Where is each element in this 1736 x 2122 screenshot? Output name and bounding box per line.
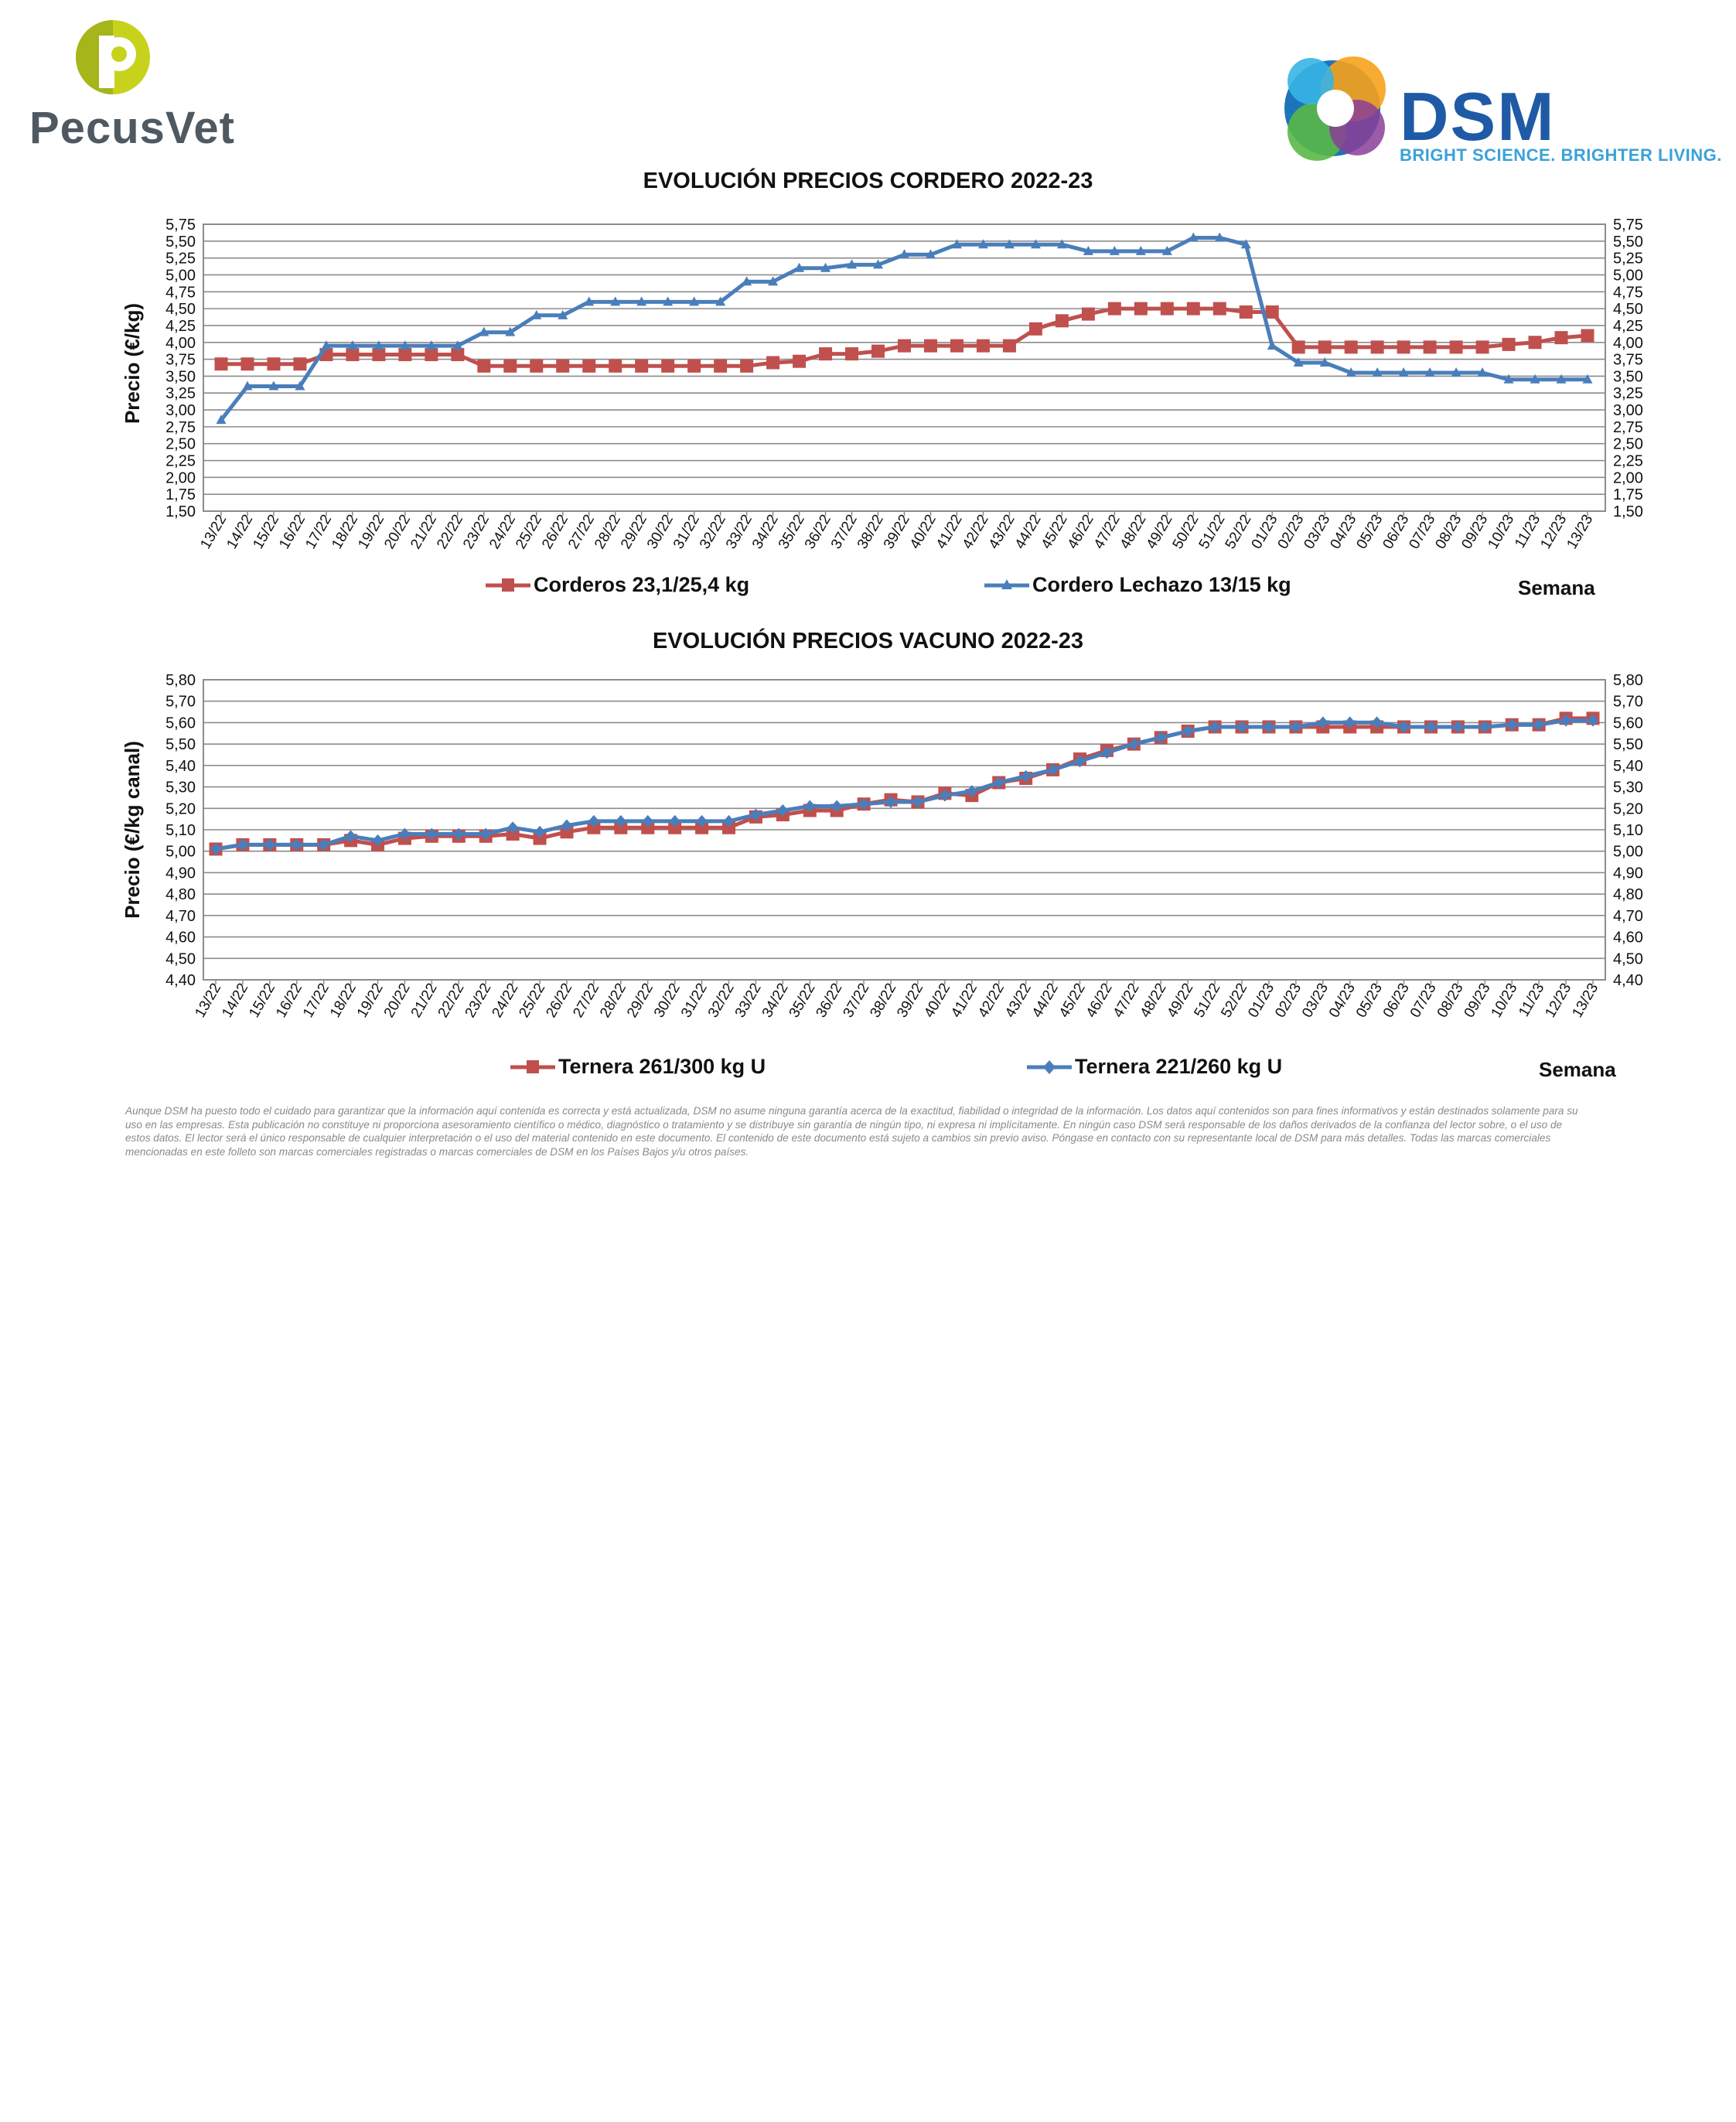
x-axis-label-vacuno: Semana <box>1539 1058 1616 1081</box>
y-tick-label-right: 4,75 <box>1613 284 1643 302</box>
y-axis-label: Precio (€/kg canal) <box>121 741 144 919</box>
x-tick-label: 50/22 <box>1169 512 1202 552</box>
x-tick-label: 07/23 <box>1407 981 1440 1021</box>
x-tick-label: 42/22 <box>975 981 1008 1021</box>
x-tick-label: 13/23 <box>1564 512 1597 552</box>
x-tick-label: 09/23 <box>1461 981 1494 1021</box>
x-tick-label: 03/23 <box>1301 512 1334 552</box>
y-tick-label-left: 3,75 <box>165 351 196 369</box>
x-tick-label: 41/22 <box>933 512 966 552</box>
y-tick-label-right: 5,20 <box>1613 800 1643 818</box>
legend-marker-square <box>510 1056 555 1079</box>
x-tick-label: 18/22 <box>326 981 360 1021</box>
dsm-tagline: BRIGHT SCIENCE. BRIGHTER LIVING. <box>1400 145 1722 165</box>
y-tick-label-left: 2,25 <box>165 452 196 470</box>
y-tick-label-left: 4,70 <box>165 907 196 925</box>
y-tick-label-right: 3,75 <box>1613 351 1643 369</box>
x-tick-label: 39/22 <box>880 512 913 552</box>
y-tick-label-right: 5,50 <box>1613 233 1643 251</box>
x-tick-label: 09/23 <box>1458 512 1492 552</box>
x-tick-label: 48/22 <box>1117 512 1150 552</box>
y-tick-label-right: 5,40 <box>1613 757 1643 775</box>
x-tick-label: 38/22 <box>867 981 900 1021</box>
x-tick-label: 35/22 <box>775 512 808 552</box>
legend-label-lechazo: Cordero Lechazo 13/15 kg <box>1032 573 1291 596</box>
x-tick-label: 10/23 <box>1485 512 1518 552</box>
y-tick-label-right: 2,50 <box>1613 435 1643 453</box>
x-tick-label: 05/23 <box>1352 981 1386 1021</box>
y-tick-label-left: 2,75 <box>165 418 196 436</box>
x-tick-label: 24/22 <box>489 981 522 1021</box>
x-tick-label: 08/23 <box>1432 512 1465 552</box>
x-tick-label: 01/23 <box>1245 981 1278 1021</box>
y-tick-label-left: 4,50 <box>165 950 196 968</box>
y-tick-label-left: 1,75 <box>165 486 196 504</box>
x-tick-label: 22/22 <box>435 981 468 1021</box>
y-tick-label-left: 4,80 <box>165 886 196 904</box>
y-tick-label-right: 4,60 <box>1613 929 1643 947</box>
x-tick-label: 27/22 <box>565 512 599 552</box>
x-tick-label: 36/22 <box>813 981 846 1021</box>
y-tick-label-left: 5,25 <box>165 250 196 268</box>
y-axis-label: Precio (€/kg) <box>121 302 144 425</box>
x-tick-label: 28/22 <box>597 981 630 1021</box>
x-tick-label: 23/22 <box>462 981 495 1021</box>
y-tick-label-left: 4,40 <box>165 972 196 989</box>
x-tick-label: 34/22 <box>749 512 782 552</box>
y-tick-label-right: 4,70 <box>1613 907 1643 925</box>
y-tick-label-right: 5,50 <box>1613 736 1643 754</box>
y-tick-label-right: 5,00 <box>1613 843 1643 861</box>
y-tick-label-right: 5,00 <box>1613 267 1643 285</box>
y-tick-label-left: 5,40 <box>165 757 196 775</box>
y-tick-label-right: 4,90 <box>1613 865 1643 882</box>
x-tick-label: 45/22 <box>1056 981 1089 1021</box>
chart-title-vacuno: EVOLUCIÓN PRECIOS VACUNO 2022-23 <box>652 629 1084 653</box>
x-tick-label: 40/22 <box>921 981 954 1021</box>
x-tick-label: 33/22 <box>732 981 765 1021</box>
x-tick-label: 37/22 <box>840 981 873 1021</box>
legend-label-ternera-221: Ternera 221/260 kg U <box>1075 1055 1283 1078</box>
x-tick-label: 19/22 <box>355 512 388 552</box>
x-tick-label: 25/22 <box>513 512 546 552</box>
legend-item-ternera-221 <box>1027 1055 1282 1079</box>
x-tick-label: 39/22 <box>894 981 927 1021</box>
y-tick-label-left: 3,00 <box>165 402 196 420</box>
legend-label-ternera-261: Ternera 261/300 kg U <box>558 1055 766 1078</box>
y-tick-label-left: 3,50 <box>165 368 196 386</box>
y-tick-label-right: 2,00 <box>1613 469 1643 487</box>
y-tick-label-left: 4,75 <box>165 284 196 302</box>
y-tick-label-right: 5,30 <box>1613 779 1643 797</box>
chart-title-cordero: EVOLUCIÓN PRECIOS CORDERO 2022-23 <box>643 169 1093 193</box>
x-tick-label: 13/23 <box>1569 981 1602 1021</box>
x-tick-label: 11/23 <box>1512 512 1544 551</box>
y-tick-label-left: 2,00 <box>165 469 196 487</box>
x-tick-label: 20/22 <box>381 512 414 552</box>
y-tick-label-right: 4,00 <box>1613 334 1643 352</box>
x-tick-label: 13/22 <box>197 512 230 552</box>
x-tick-label: 41/22 <box>948 981 981 1021</box>
x-tick-label: 46/22 <box>1064 512 1097 552</box>
y-tick-label-left: 5,20 <box>165 800 196 818</box>
x-tick-label: 07/23 <box>1406 512 1439 552</box>
y-tick-label-right: 4,50 <box>1613 950 1643 968</box>
y-tick-label-left: 4,60 <box>165 929 196 947</box>
y-tick-label-right: 5,60 <box>1613 715 1643 732</box>
y-tick-label-left: 4,50 <box>165 301 196 319</box>
y-tick-label-left: 5,70 <box>165 693 196 711</box>
y-tick-label-left: 4,25 <box>165 317 196 335</box>
y-tick-label-left: 5,75 <box>165 217 196 234</box>
x-tick-label: 05/23 <box>1353 512 1386 552</box>
y-tick-label-right: 5,80 <box>1613 672 1643 689</box>
x-tick-label: 21/22 <box>408 981 441 1021</box>
disclaimer-text: Aunque DSM ha puesto todo el cuidado para garantizar que la información aquí contenida es correcta y está actualizada, DSM no asume ninguna garantía acerca de la exactitud, fiabilidad o integridad de la información. Los datos aquí contenidos son para fines informativos y están destinados solamente para su uso en las empresas. Esta publicación no constituye ni proporciona asesoramiento científico o médico, diagnóstico o tratamiento y se distribuye sin garantía de ningún tipo, ni expresa ni implícitamente. En ningún caso DSM será responsable de los daños derivados de la confianza del lector sobre, o el uso de estos datos. El lector será el único responsable de cualquier interpretación o el uso del material contenido en este documento. El contenido de este documento está sujeto a cambios sin previo aviso. Póngase en contacto con su representante local de DSM para más detalles. Todas las marcas comerciales mencionadas en este folleto son marcas comerciales registradas o marcas comerciales de DSM en los Países Bajos y/u otros países. <box>125 1105 1578 1158</box>
y-tick-label-right: 5,70 <box>1613 693 1643 711</box>
y-tick-label-right: 4,80 <box>1613 886 1643 904</box>
x-tick-label: 23/22 <box>460 512 493 552</box>
y-tick-label-right: 4,50 <box>1613 301 1643 319</box>
x-tick-label: 47/22 <box>1110 981 1143 1021</box>
x-axis-label-cordero: Semana <box>1518 576 1595 599</box>
y-tick-label-left: 5,80 <box>165 672 196 689</box>
x-tick-label: 19/22 <box>353 981 387 1021</box>
dsm-wordmark: DSM <box>1400 78 1556 155</box>
y-tick-label-right: 2,25 <box>1613 452 1643 470</box>
x-tick-label: 26/22 <box>543 981 576 1021</box>
x-tick-label: 28/22 <box>592 512 625 552</box>
x-tick-label: 46/22 <box>1083 981 1116 1021</box>
x-tick-label: 14/22 <box>223 512 257 552</box>
x-tick-label: 52/22 <box>1218 981 1251 1021</box>
y-tick-label-left: 5,60 <box>165 715 196 732</box>
x-tick-label: 31/22 <box>670 512 703 552</box>
y-tick-label-left: 5,00 <box>165 267 196 285</box>
x-tick-label: 44/22 <box>1011 512 1045 552</box>
x-tick-label: 22/22 <box>434 512 467 552</box>
x-tick-label: 30/22 <box>651 981 684 1021</box>
y-tick-label-left: 5,30 <box>165 779 196 797</box>
x-tick-label: 16/22 <box>276 512 309 552</box>
x-tick-label: 33/22 <box>722 512 755 552</box>
y-tick-label-right: 1,75 <box>1613 486 1643 504</box>
y-tick-label-right: 5,25 <box>1613 250 1643 268</box>
legend-label-corderos: Corderos 23,1/25,4 kg <box>534 573 750 596</box>
x-tick-label: 12/23 <box>1542 981 1575 1021</box>
pecusvet-wordmark: PecusVet <box>29 103 235 153</box>
y-tick-label-right: 2,75 <box>1613 418 1643 436</box>
x-tick-label: 26/22 <box>539 512 572 552</box>
x-tick-label: 08/23 <box>1434 981 1467 1021</box>
x-tick-label: 12/23 <box>1537 512 1571 552</box>
x-tick-label: 20/22 <box>380 981 414 1021</box>
y-tick-label-right: 3,00 <box>1613 402 1643 420</box>
x-tick-label: 21/22 <box>408 512 441 552</box>
x-tick-label: 10/23 <box>1488 981 1521 1021</box>
x-tick-label: 02/23 <box>1274 512 1308 552</box>
x-tick-label: 32/22 <box>697 512 729 552</box>
x-tick-label: 15/22 <box>250 512 283 552</box>
x-tick-label: 04/23 <box>1326 981 1359 1021</box>
y-tick-label-left: 5,00 <box>165 843 196 861</box>
x-tick-label: 14/22 <box>219 981 252 1021</box>
x-tick-label: 35/22 <box>786 981 819 1021</box>
y-tick-label-left: 4,00 <box>165 334 196 352</box>
x-tick-label: 18/22 <box>329 512 362 552</box>
x-tick-label: 17/22 <box>300 981 333 1021</box>
y-tick-label-right: 1,50 <box>1613 503 1643 520</box>
x-tick-label: 43/22 <box>985 512 1018 552</box>
x-tick-label: 13/22 <box>192 981 225 1021</box>
x-tick-label: 31/22 <box>677 981 711 1021</box>
y-tick-label-right: 5,75 <box>1613 217 1643 234</box>
x-tick-label: 03/23 <box>1299 981 1332 1021</box>
x-tick-label: 04/23 <box>1327 512 1360 552</box>
x-tick-label: 30/22 <box>644 512 677 552</box>
x-tick-label: 48/22 <box>1137 981 1170 1021</box>
x-tick-label: 32/22 <box>704 981 738 1021</box>
x-tick-label: 16/22 <box>273 981 306 1021</box>
x-tick-label: 15/22 <box>246 981 279 1021</box>
x-tick-label: 02/23 <box>1272 981 1305 1021</box>
x-tick-label: 49/22 <box>1143 512 1176 552</box>
x-tick-label: 01/23 <box>1248 512 1281 552</box>
x-tick-label: 11/23 <box>1516 981 1548 1020</box>
x-tick-label: 47/22 <box>1090 512 1124 552</box>
x-tick-label: 29/22 <box>618 512 651 552</box>
y-tick-label-left: 5,50 <box>165 736 196 754</box>
y-tick-label-left: 5,50 <box>165 233 196 251</box>
y-tick-label-left: 3,25 <box>165 385 196 403</box>
x-tick-label: 49/22 <box>1164 981 1197 1021</box>
y-tick-label-right: 3,25 <box>1613 385 1643 403</box>
x-tick-label: 42/22 <box>959 512 992 552</box>
x-tick-label: 06/23 <box>1380 512 1413 552</box>
x-tick-label: 45/22 <box>1038 512 1071 552</box>
x-tick-label: 36/22 <box>801 512 834 552</box>
y-tick-label-left: 5,10 <box>165 822 196 839</box>
y-tick-label-left: 4,90 <box>165 865 196 882</box>
x-tick-label: 17/22 <box>302 512 336 552</box>
y-tick-label-right: 4,25 <box>1613 317 1643 335</box>
x-tick-label: 34/22 <box>759 981 792 1021</box>
x-tick-label: 24/22 <box>486 512 520 552</box>
y-tick-label-right: 4,40 <box>1613 972 1643 989</box>
x-tick-label: 44/22 <box>1028 981 1062 1021</box>
y-tick-label-left: 2,50 <box>165 435 196 453</box>
y-tick-label-right: 5,10 <box>1613 822 1643 839</box>
y-tick-label-left: 1,50 <box>165 503 196 520</box>
legend-marker-diamond <box>1027 1056 1072 1079</box>
x-tick-label: 40/22 <box>906 512 940 552</box>
x-tick-label: 52/22 <box>1222 512 1255 552</box>
x-tick-label: 06/23 <box>1380 981 1413 1021</box>
x-tick-label: 51/22 <box>1195 512 1229 552</box>
x-tick-label: 51/22 <box>1191 981 1224 1021</box>
x-tick-label: 25/22 <box>516 981 549 1021</box>
x-tick-label: 37/22 <box>827 512 861 552</box>
legend-item-ternera-261 <box>510 1055 766 1079</box>
x-tick-label: 27/22 <box>570 981 603 1021</box>
x-tick-label: 29/22 <box>624 981 657 1021</box>
x-tick-label: 38/22 <box>854 512 887 552</box>
x-tick-label: 43/22 <box>1002 981 1035 1021</box>
y-tick-label-right: 3,50 <box>1613 368 1643 386</box>
